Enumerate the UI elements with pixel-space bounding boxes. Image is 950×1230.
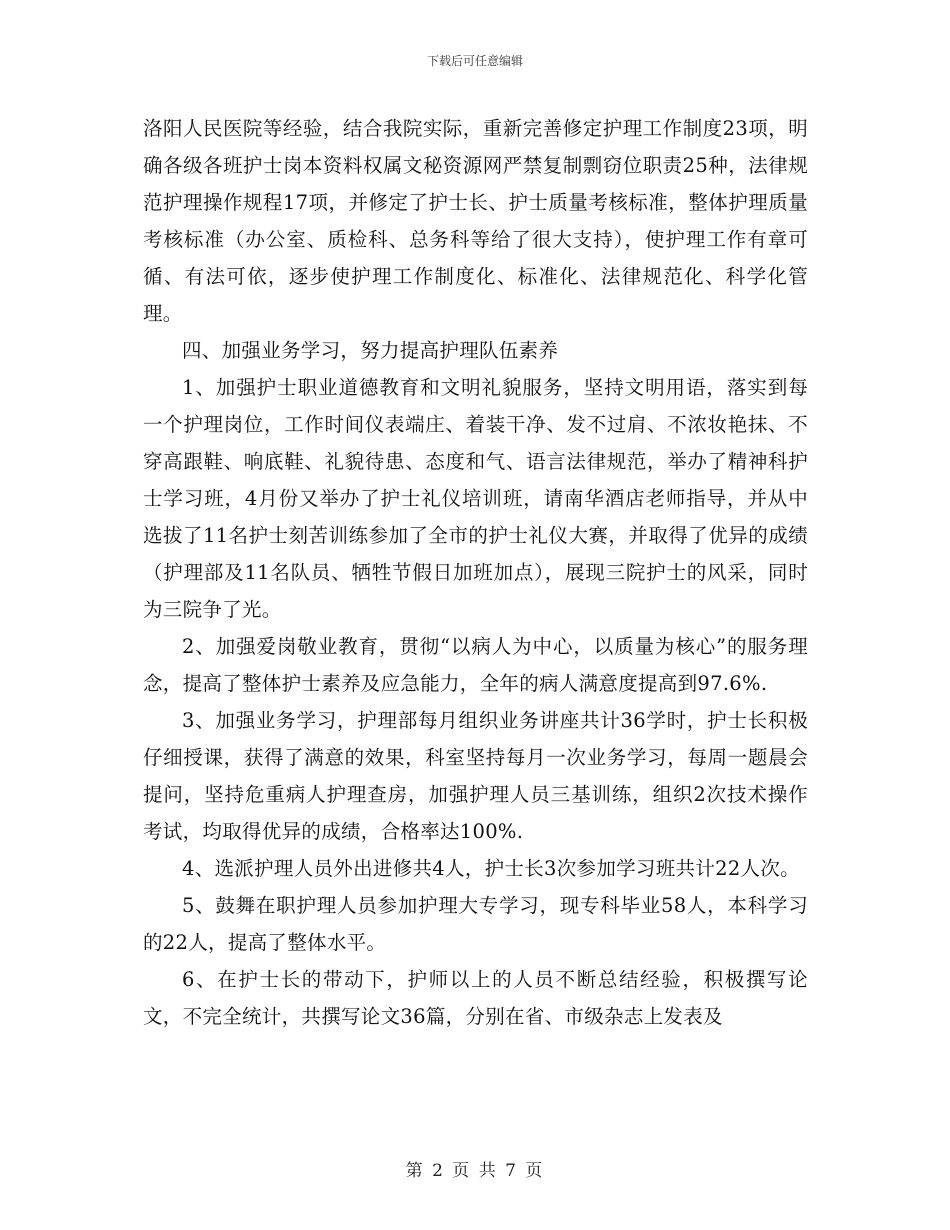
paragraph-item-5: 5、鼓舞在职护理人员参加护理大专学习，现专科毕业58人，本科学习的22人，提高了整体水平。 <box>143 894 808 954</box>
paragraph-item-3: 3、加强业务学习，护理部每月组织业务讲座共计36学时，护士长积极仔细授课，获得了满意的效果，科室坚持每月一次业务学习，每周一题晨会提问，坚持危重病人护理查房，加强护理人员三基训练，组织2次技术操作考试，均取得优异的成绩，合格率达100%. <box>143 709 808 843</box>
paragraph-item-4: 4、选派护理人员外出进修共4人，护士长3次参加学习班共计22人次。 <box>182 857 800 880</box>
paragraph-item-6: 6、在护士长的带动下，护师以上的人员不断总结经验，积极撰写论文，不完全统计，共撰写论文36篇，分别在省、市级杂志上发表及 <box>143 968 808 1028</box>
paragraph-1: 洛阳人民医院等经验，结合我院实际，重新完善修定护理工作制度23项，明确各级各班护士岗本资料权属文秘资源网严禁复制剽窃位职责25种，法律规范护理操作规程17项，并修定了护士长、护士质量考核标准，整体护理质量考核标准（办公室、质检科、总务科等给了很大支持），使护理工作有章可循、有法可依，逐步使护理工作制度化、标准化、法律规范化、科学化管理。 <box>143 117 808 325</box>
page-header: 下载后可任意编辑 <box>426 54 523 68</box>
page-footer: 第 2 页 共 7 页 <box>405 1161 545 1181</box>
section-heading: 四、加强业务学习，努力提高护理队伍素养 <box>182 339 559 362</box>
paragraph-item-1: 1、加强护士职业道德教育和文明礼貌服务，坚持文明用语，落实到每一个护理岗位，工作时间仪表端庄、着装干净、发不过肩、不浓妆艳抹、不穿高跟鞋、响底鞋、礼貌待患、态度和气、语言法律规范，举办了精神科护士学习班，4月份又举办了护士礼仪培训班，请南华酒店老师指导，并从中选拔了11名护士刻苦训练参加了全市的护士礼仪大赛，并取得了优异的成绩（护理部及11名队员、牺牲节假日加班加点），展现三院护士的风采，同时为三院争了光。 <box>143 376 808 621</box>
paragraph-item-2: 2、加强爱岗敬业教育，贯彻“以病人为中心，以质量为核心”的服务理念，提高了整体护士素养及应急能力，全年的病人满意度提高到97.6%. <box>143 635 808 695</box>
document-body <box>143 110 808 1035</box>
